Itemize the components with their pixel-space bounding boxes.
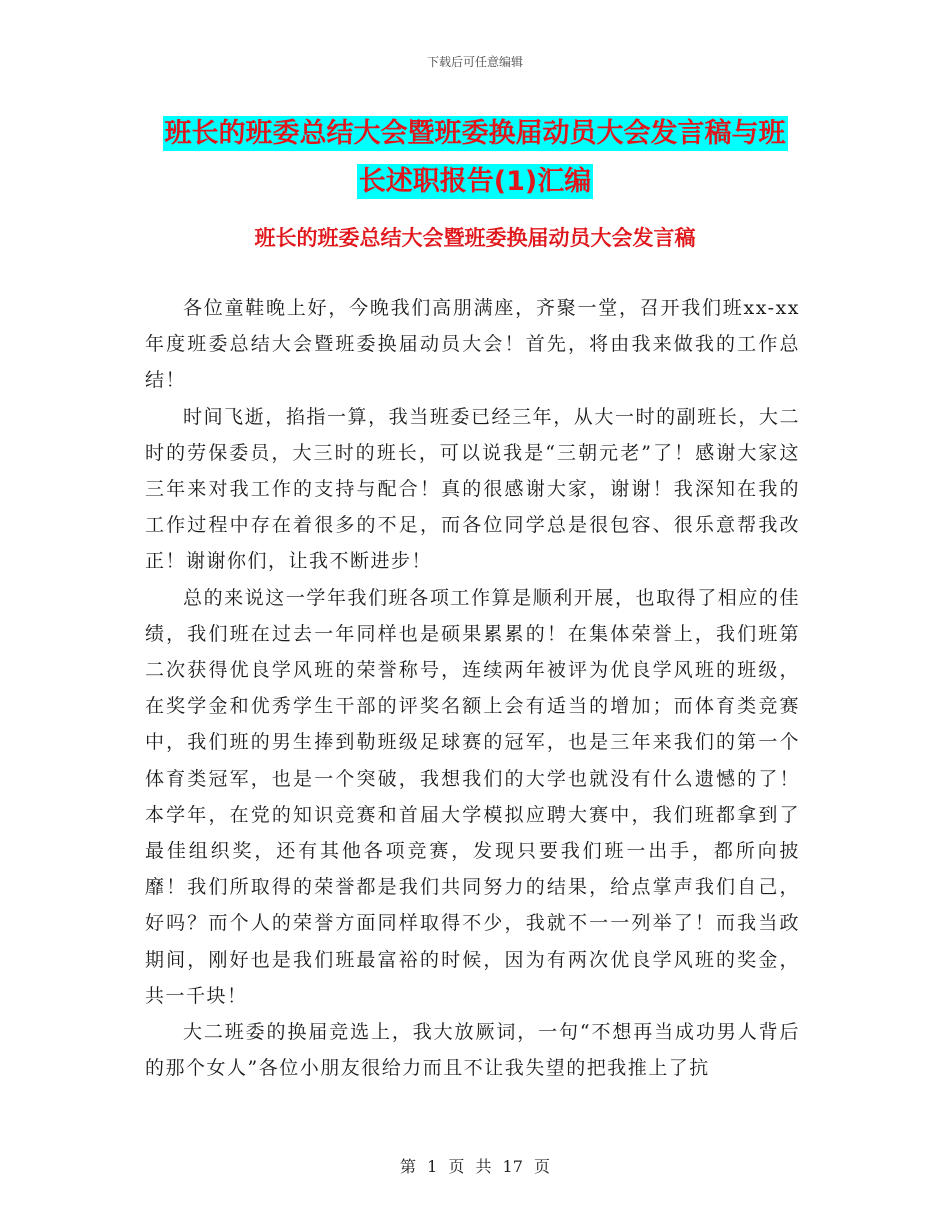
body-text	[145, 290, 800, 1086]
document-title	[140, 110, 810, 206]
section-title: 班长的班委总结大会暨班委换届动员大会发言稿	[254, 226, 696, 250]
paragraph: 时间飞逝，掐指一算，我当班委已经三年，从大一时的副班长，大二时的劳保委员，大三时的班长，可以说我是“三朝元老”了！感谢大家这三年来对我工作的支持与配合！真的很感谢大家，谢谢！我深知在我的工作过程中存在着很多的不足，而各位同学总是很包容、很乐意帮我改正！谢谢你们，让我不断进步！	[145, 405, 800, 573]
title-line-2: 长述职报告(1)汇编	[358, 166, 592, 197]
title-line-1: 班长的班委总结大会暨班委换届动员大会发言稿与班	[164, 118, 786, 149]
paragraph: 总的来说这一学年我们班各项工作算是顺利开展，也取得了相应的佳绩，我们班在过去一年同样也是硕果累累的！在集体荣誉上，我们班第二次获得优良学风班的荣誉称号，连续两年被评为优良学风班的班级，在奖学金和优秀学生干部的评奖名额上会有适当的增加；而体育类竞赛中，我们班的男生捧到勒班级足球赛的冠军，也是三年来我们的第一个体育类冠军，也是一个突破，我想我们的大学也就没有什么遗憾的了！本学年，在党的知识竞赛和首届大学模拟应聘大赛中，我们班都拿到了最佳组织奖，还有其他各项竞赛，发现只要我们班一出手，都所向披靡！我们所取得的荣誉都是我们共同努力的结果，给点掌声我们自己，好吗？而个人的荣誉方面同样取得不少，我就不一一列举了！而我当政期间，刚好也是我们班最富裕的时候，因为有两次优良学风班的奖金，共一千块！	[145, 586, 800, 1007]
paragraph: 大二班委的换届竞选上，我大放厥词，一句“不想再当成功男人背后的那个女人”各位小朋友很给力而且不让我失望的把我推上了抗	[145, 1021, 800, 1080]
paragraph: 各位童鞋晚上好，今晚我们高朋满座，齐聚一堂，召开我们班xx-xx年度班委总结大会暨班委换届动员大会！首先，将由我来做我的工作总结！	[145, 297, 800, 392]
header-note: 下载后可任意编辑	[426, 55, 523, 69]
page-footer: 第 1 页 共 17 页	[400, 1157, 550, 1176]
